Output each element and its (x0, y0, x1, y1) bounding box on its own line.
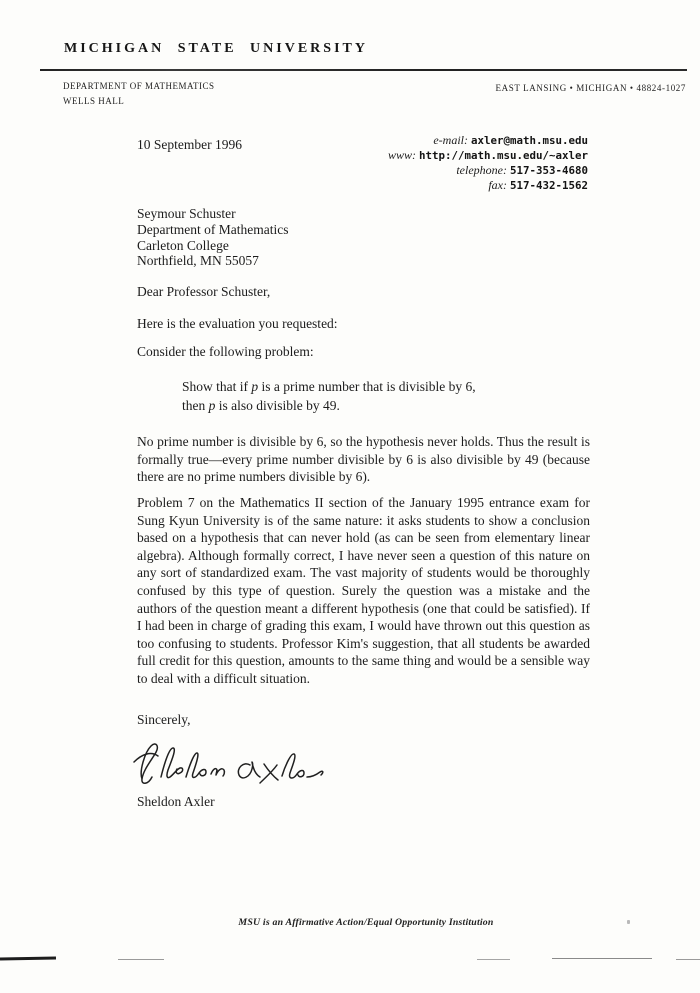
math-variable-p: p (251, 379, 259, 394)
scan-artifact (118, 959, 164, 960)
problem-text: then (182, 398, 209, 414)
problem-line-2 (182, 396, 476, 415)
department-name: DEPARTMENT OF MATHEMATICS (63, 81, 215, 91)
handwritten-signature (130, 735, 325, 794)
footer-motto: MSU is an Affirmative Action/Equal Opportunity Institution (238, 917, 494, 928)
fax-label: fax: (488, 178, 507, 192)
problem-text: is a prime number that is divisible by 6, (258, 379, 476, 394)
recipient-address (137, 206, 288, 269)
consider-line: Consider the following problem: (137, 344, 314, 359)
scan-artifact (552, 958, 652, 959)
fax-value: 517-432-1562 (509, 179, 588, 192)
contact-email-line (388, 133, 588, 148)
letter-date: 10 September 1996 (137, 137, 242, 152)
intro-line: Here is the evaluation you requested: (137, 316, 338, 331)
contact-block (388, 133, 588, 193)
contact-www-line (388, 148, 588, 163)
scan-artifact (0, 957, 56, 961)
university-name: MICHIGAN STATE UNIVERSITY (64, 41, 368, 56)
problem-text: is also divisible by 49. (215, 398, 340, 414)
recipient-department: Department of Mathematics (137, 221, 289, 237)
typed-signature-name: Sheldon Axler (137, 794, 215, 809)
problem-line-1 (182, 377, 476, 396)
scan-artifact (676, 959, 700, 960)
contact-telephone-line (388, 163, 588, 178)
email-label: e-mail: (433, 133, 468, 147)
paragraph-evaluation: No prime number is divisible by 6, so the hypothesis never holds. Thus the result is formally true—every prime number divisible by 6 is also divisible by 49 (because there are no prime numbers divisible by 6). (137, 434, 590, 485)
scan-artifact (627, 920, 630, 924)
building-name: WELLS HALL (63, 96, 125, 106)
www-value: http://math.msu.edu/~axler (418, 149, 588, 162)
paragraph-discussion: Problem 7 on the Mathematics II section of the January 1995 entrance exam for Sung Kyun University is of the same nature: it asks students to show a conclusion based on a hypothesis that can never hold (as can be seen from elementary linear algebra). Although formally correct, I have never seen a question of this nature on any sort of standardized exam. The vast majority of students would be thoroughly confused by this type of question. Surely the question was a mistake and the authors of the question meant a different hypothesis (one that could be satisfied). If I had been in charge of grading this exam, I would have thrown out this question as too confusing to students. Professor Kim's suggestion, that all students be awarded full credit for this question, amounts to the same thing and would be a sensible way to deal with a difficult situation. (137, 495, 590, 686)
header-rule (40, 69, 687, 71)
www-label: www: (387, 148, 416, 162)
problem-text: Show that if (182, 379, 252, 394)
telephone-label: telephone: (456, 163, 507, 177)
university-location: EAST LANSING • MICHIGAN • 48824-1027 (495, 83, 686, 93)
recipient-institution: Carleton College (137, 237, 229, 253)
contact-fax-line (388, 178, 588, 193)
signature-ink (130, 735, 325, 789)
salutation: Dear Professor Schuster, (137, 284, 271, 299)
problem-statement (182, 377, 476, 416)
email-value: axler@math.msu.edu (470, 134, 588, 147)
recipient-name: Seymour Schuster (137, 206, 236, 221)
recipient-city: Northfield, MN 55057 (137, 253, 259, 269)
telephone-value: 517-353-4680 (509, 164, 588, 177)
scan-artifact (477, 959, 510, 960)
math-variable-p: p (208, 398, 216, 414)
closing-word: Sincerely, (137, 712, 191, 727)
